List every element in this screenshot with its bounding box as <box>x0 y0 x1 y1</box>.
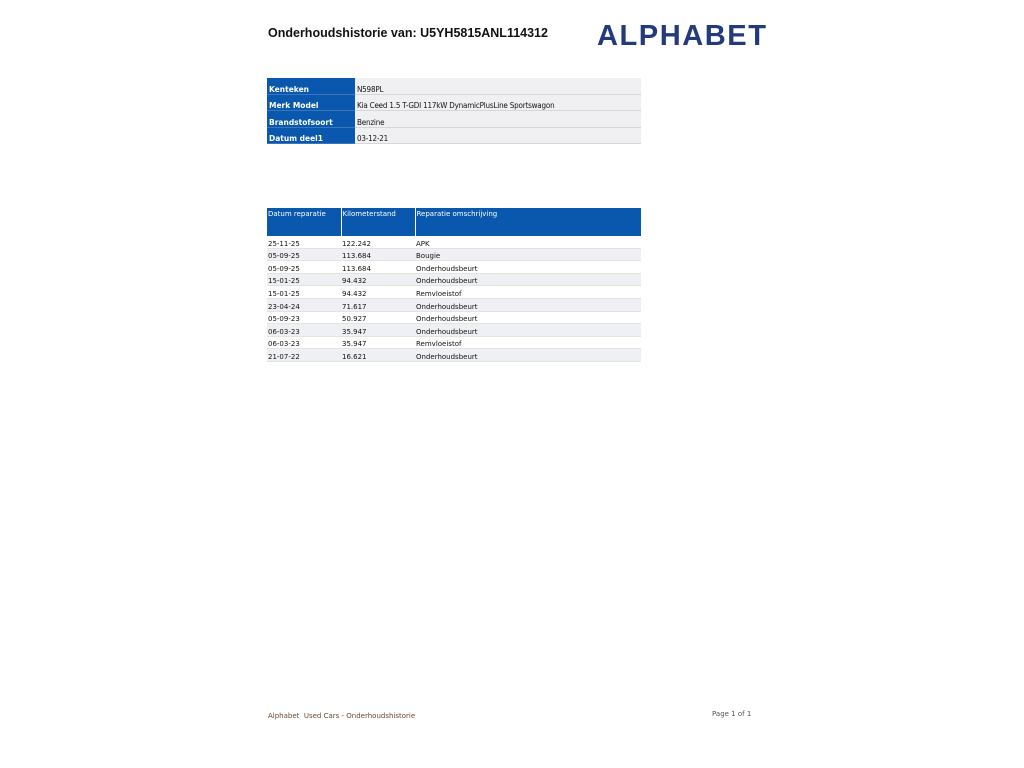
repair-history-table <box>267 208 641 362</box>
table-row <box>267 324 641 337</box>
vehicle-value: N598PL <box>355 78 641 94</box>
vehicle-row-kenteken <box>267 78 641 94</box>
cell-kilometerstand: 94.432 <box>341 273 415 286</box>
vehicle-label: Datum deel1 <box>267 127 355 144</box>
cell-omschrijving: Onderhoudsbeurt <box>415 349 641 362</box>
alphabet-logo: ALPHABET <box>597 20 768 52</box>
table-row <box>267 273 641 286</box>
column-header-datum: Datum reparatie <box>267 208 341 236</box>
table-row <box>267 286 641 299</box>
cell-omschrijving: Onderhoudsbeurt <box>415 273 641 286</box>
vehicle-row-merk-model <box>267 94 641 111</box>
cell-omschrijving: Bougie <box>415 248 641 261</box>
cell-datum: 05-09-25 <box>267 261 341 274</box>
cell-kilometerstand: 71.617 <box>341 298 415 311</box>
cell-omschrijving: Remvloeistof <box>415 336 641 349</box>
column-header-kilometerstand: Kilometerstand <box>341 208 415 236</box>
vehicle-value: Benzine <box>355 111 641 128</box>
cell-kilometerstand: 113.684 <box>341 261 415 274</box>
table-row <box>267 261 641 274</box>
vehicle-label: Kenteken <box>267 78 355 94</box>
cell-kilometerstand: 122.242 <box>341 236 415 248</box>
vehicle-value: Kia Ceed 1.5 T-GDI 117kW DynamicPlusLine Sportswagon <box>355 94 641 111</box>
cell-kilometerstand: 35.947 <box>341 336 415 349</box>
cell-omschrijving: Remvloeistof <box>415 286 641 299</box>
cell-datum: 23-04-24 <box>267 298 341 311</box>
table-row <box>267 248 641 261</box>
column-header-omschrijving: Reparatie omschrijving <box>415 208 641 236</box>
table-row <box>267 311 641 324</box>
table-header-row <box>267 208 641 236</box>
cell-kilometerstand: 113.684 <box>341 248 415 261</box>
table-row <box>267 349 641 362</box>
table-row <box>267 336 641 349</box>
table-row <box>267 298 641 311</box>
vehicle-label: Brandstofsoort <box>267 111 355 128</box>
cell-datum: 25-11-25 <box>267 236 341 248</box>
vehicle-label: Merk Model <box>267 94 355 111</box>
cell-omschrijving: Onderhoudsbeurt <box>415 298 641 311</box>
vehicle-value: 03-12-21 <box>355 127 641 144</box>
vehicle-info-table <box>267 78 641 144</box>
vehicle-row-datum-deel1 <box>267 127 641 144</box>
page-title: Onderhoudshistorie van: U5YH5815ANL114312 <box>268 26 548 40</box>
cell-datum: 05-09-25 <box>267 248 341 261</box>
cell-kilometerstand: 16.621 <box>341 349 415 362</box>
footer-page-number: Page 1 of 1 <box>712 710 752 718</box>
cell-kilometerstand: 50.927 <box>341 311 415 324</box>
cell-kilometerstand: 94.432 <box>341 286 415 299</box>
cell-omschrijving: APK <box>415 236 641 248</box>
cell-datum: 21-07-22 <box>267 349 341 362</box>
cell-omschrijving: Onderhoudsbeurt <box>415 311 641 324</box>
cell-datum: 15-01-25 <box>267 286 341 299</box>
cell-omschrijving: Onderhoudsbeurt <box>415 324 641 337</box>
cell-datum: 06-03-23 <box>267 324 341 337</box>
cell-datum: 06-03-23 <box>267 336 341 349</box>
vehicle-row-brandstofsoort <box>267 111 641 128</box>
footer-document-name: Alphabet Used Cars - Onderhoudshistorie <box>268 712 416 720</box>
cell-datum: 15-01-25 <box>267 273 341 286</box>
cell-kilometerstand: 35.947 <box>341 324 415 337</box>
cell-omschrijving: Onderhoudsbeurt <box>415 261 641 274</box>
table-row <box>267 236 641 248</box>
cell-datum: 05-09-23 <box>267 311 341 324</box>
